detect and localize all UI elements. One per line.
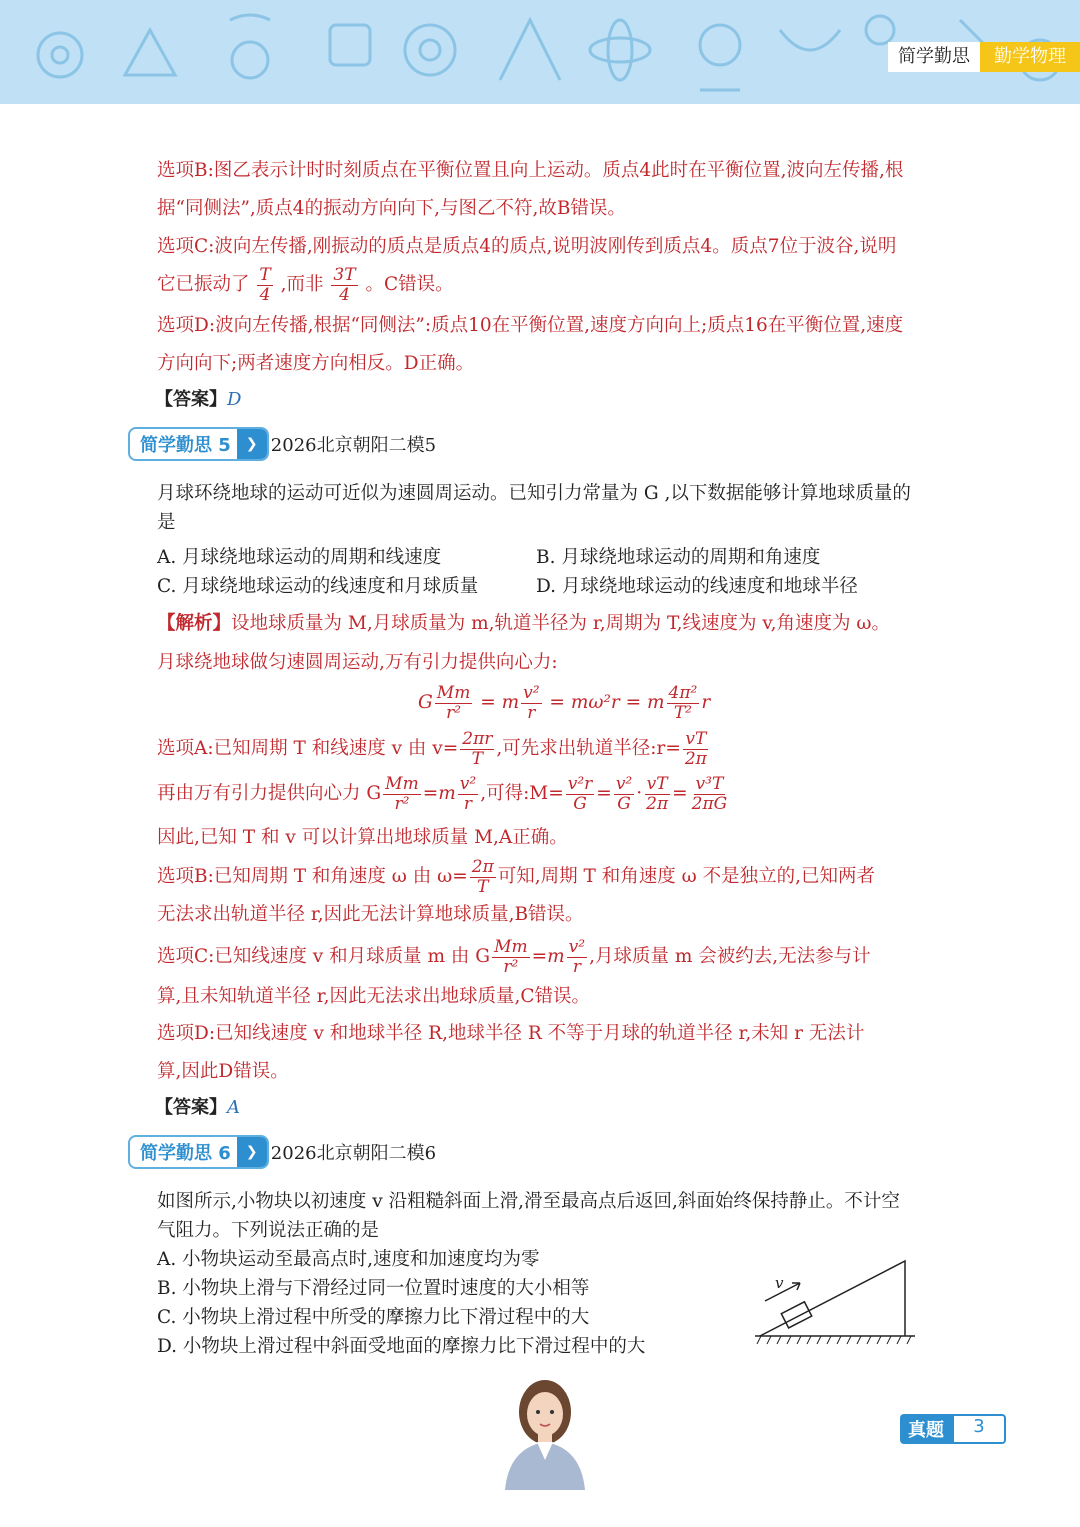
brand-left: 简学勤思	[888, 42, 980, 72]
prev-option-d-line1: 选项D:波向左传播,根据“同侧法”:质点10在平衡位置,速度方向向上;质点16在平衡位置,速度	[157, 315, 904, 336]
q5-option-b-analysis-2: 无法求出轨道半径 r,因此无法计算地球质量,B错误。	[157, 904, 584, 925]
q6-option-b: B. 小物块上滑与下滑经过同一位置时速度的大小相等	[157, 1278, 590, 1299]
q5-option-b-analysis-1: 选项B:已知周期 T 和角速度 ω 由 ω= $\frac{2\pi}{T}$ 可知,周期 T 和角速度 ω 不是独立的,已知两者	[157, 857, 875, 897]
question-5-label: 简学勤思 5	[140, 435, 231, 456]
q6-stem-line2: 气阻力。下列说法正确的是	[157, 1220, 380, 1241]
header-banner	[0, 0, 1080, 104]
question-5-source: 2026北京朝阳二模5	[270, 435, 437, 456]
q5-option-d-analysis-1: 选项D:已知线速度 v 和地球半径 R,地球半径 R 不等于月球的轨道半径 r,未知 r 无法计	[157, 1023, 865, 1044]
q5-gravitation-formula: G $\frac{Mm}{\text{r²}}$ = m $\frac{\text{v²}}{r}$ = mω²r = m $\frac{\text{4π²}}{\text{T²}}$ r	[418, 683, 711, 723]
prev-answer: 【答案】D	[155, 389, 242, 410]
footer-label: 真题	[900, 1414, 952, 1444]
q5-option-c-analysis-2: 算,且未知轨道半径 r,因此无法求出地球质量,C错误。	[157, 986, 590, 1007]
q5-stem-line1: 月球环绕地球的运动可近似为速圆周运动。已知引力常量为 G ,以下数据能够计算地球质量的	[157, 483, 911, 504]
brand-right: 勤学物理	[980, 42, 1080, 72]
page-number: 3	[952, 1414, 1006, 1444]
teacher-avatar	[495, 1370, 595, 1490]
q5-answer: 【答案】A	[155, 1097, 240, 1118]
page-footer	[900, 1414, 1006, 1444]
fraction-3t-over-4: $\frac{3T}{4}$	[333, 265, 356, 305]
question-6-tag	[128, 1136, 436, 1168]
q5-option-a-analysis-2: 再由万有引力提供向心力 G $\frac{Mm}{\text{r²}}$ =m $\frac{\text{v²}}{r}$ ,可得:M= $\frac{\text{v²r}}{G}$ = $\frac{\text{v²}}{G}$ · $\frac{vT}{2\pi}$ = $\frac{\text{v³T}}{2\pi G}$	[157, 774, 728, 814]
velocity-label: v	[775, 1274, 784, 1292]
prev-option-d-line2: 方向向下;两者速度方向相反。D正确。	[157, 353, 475, 374]
question-6-source: 2026北京朝阳二模6	[270, 1143, 437, 1164]
incline-diagram	[755, 1256, 920, 1352]
q5-option-c: C. 月球绕地球运动的线速度和月球质量	[157, 576, 479, 597]
prev-option-b-line2: 据“同侧法”,质点4的振动方向向下,与图乙不符,故B错误。	[157, 198, 626, 219]
fraction-t-over-4: $\frac{T}{4}$	[259, 265, 271, 305]
question-5-tag	[128, 428, 436, 460]
q6-option-c: C. 小物块上滑过程中所受的摩擦力比下滑过程中的大	[157, 1307, 590, 1328]
q5-stem-line2: 是	[157, 512, 176, 533]
q6-option-a: A. 小物块运动至最高点时,速度和加速度均为零	[157, 1249, 540, 1270]
q5-option-d: D. 月球绕地球运动的线速度和地球半径	[536, 576, 858, 597]
q5-option-a-analysis-1: 选项A:已知周期 T 和线速度 v 由 v= $\frac{2\pi r}{T}$ ,可先求出轨道半径:r= $\frac{vT}{2\pi}$	[157, 729, 707, 769]
q5-option-c-analysis-1: 选项C:已知线速度 v 和月球质量 m 由 G $\frac{Mm}{\text{r²}}$ =m $\frac{\text{v²}}{r}$ ,月球质量 m 会被约去,无法参与计	[157, 937, 871, 977]
brand-tag	[888, 42, 1080, 72]
prev-option-b-line1: 选项B:图乙表示计时时刻质点在平衡位置且向上运动。质点4此时在平衡位置,波向左传播,根	[157, 160, 904, 181]
question-6-label: 简学勤思 6	[140, 1143, 231, 1164]
q5-analysis-line2: 月球绕地球做匀速圆周运动,万有引力提供向心力:	[157, 652, 558, 673]
q6-option-d: D. 小物块上滑过程中斜面受地面的摩擦力比下滑过程中的大	[157, 1336, 646, 1357]
prev-option-c-line2: 它已振动了 $\frac{T}{4}$ ,而非 $\frac{3T}{4}$ 。C错误。	[157, 265, 454, 305]
q5-option-b: B. 月球绕地球运动的周期和角速度	[536, 547, 821, 568]
q5-analysis-line1: 【解析】设地球质量为 M,月球质量为 m,轨道半径为 r,周期为 T,线速度为 v,角速度为 ω。	[157, 613, 890, 634]
q6-stem-line1: 如图所示,小物块以初速度 v 沿粗糙斜面上滑,滑至最高点后返回,斜面始终保持静止。不计空	[157, 1191, 900, 1212]
q5-option-a-analysis-3: 因此,已知 T 和 v 可以计算出地球质量 M,A正确。	[157, 827, 568, 848]
prev-option-c-line1: 选项C:波向左传播,刚振动的质点是质点4的质点,说明波刚传到质点4。质点7位于波谷,说明	[157, 236, 897, 257]
q5-option-a: A. 月球绕地球运动的周期和线速度	[157, 547, 442, 568]
q5-option-d-analysis-2: 算,因此D错误。	[157, 1061, 289, 1082]
chevron-down-icon[interactable]: ❯	[237, 429, 267, 459]
chevron-down-icon[interactable]: ❯	[237, 1137, 267, 1167]
